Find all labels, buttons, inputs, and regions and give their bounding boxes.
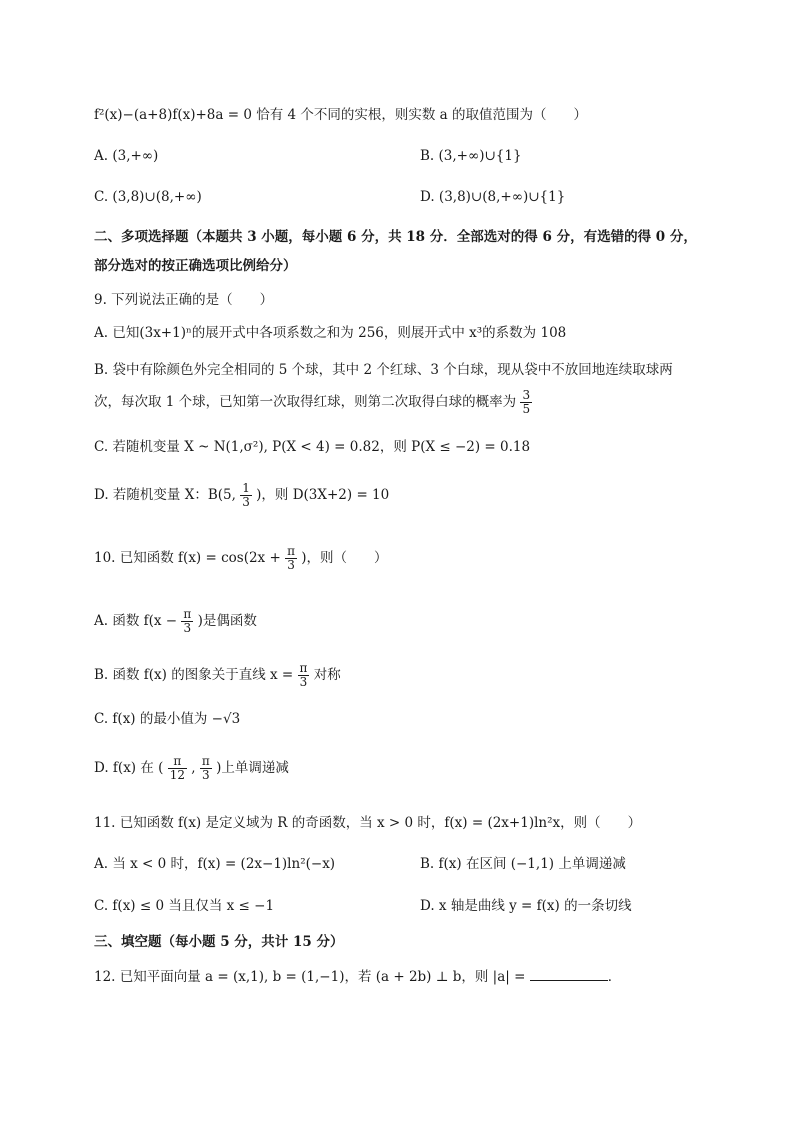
q9-option-b-line2 — [94, 389, 532, 416]
q11-stem: 11. 已知函数 f(x) 是定义域为 R 的奇函数，当 x > 0 时，f(x) = (2x+1)ln²x，则（ ） — [94, 815, 642, 831]
q8-option-c: C. (3,8)∪(8,+∞) — [94, 189, 202, 205]
binomial-p-fraction: $\frac{1}{3}$ — [242, 481, 250, 509]
probability-fraction: $\frac{3}{5}$ — [522, 388, 531, 416]
q10-option-a-prefix: A. 函数 f(x − — [94, 613, 178, 629]
q9-option-b-text: 次，每次取 1 个球，已知第一次取得红球，则第二次取得白球的概率为 — [94, 394, 517, 410]
section2-heading-line1: 二、多项选择题（本题共 3 小题，每小题 6 分，共 18 分．全部选对的得 6 分，有选错的得 0 分， — [94, 229, 697, 245]
q11-option-b: B. f(x) 在区间 (−1,1) 上单调递减 — [420, 856, 626, 872]
q10-option-b-prefix: B. 函数 f(x) 的图象关于直线 x = — [94, 667, 294, 683]
interval-right-fraction: $\frac{\pi}{3}$ — [201, 754, 210, 782]
q8-option-a: A. (3,+∞) — [94, 148, 159, 164]
q9-option-d — [94, 482, 389, 509]
q9-option-a: A. 已知(3x+1)ⁿ的展开式中各项系数之和为 256，则展开式中 x³的系数为 108 — [94, 325, 567, 341]
interval-comma: , — [191, 760, 196, 776]
q11-option-c: C. f(x) ≤ 0 当且仅当 x ≤ −1 — [94, 898, 275, 914]
q10-option-c: C. f(x) 的最小值为 −√3 — [94, 711, 241, 727]
q10-stem-suffix: )，则（ ） — [301, 550, 388, 566]
q10-option-a — [94, 608, 257, 635]
q10-option-d-prefix: D. f(x) 在 ( — [94, 760, 164, 776]
q10-option-b — [94, 662, 341, 689]
phase-fraction: $\frac{\pi}{3}$ — [287, 544, 295, 572]
q10-option-d — [94, 755, 289, 782]
q12-period: ． — [607, 969, 622, 985]
interval-left-fraction: $\frac{\pi}{12}$ — [169, 754, 185, 782]
q10-stem — [94, 545, 388, 572]
q10-option-b-suffix: 对称 — [313, 667, 341, 683]
q11-option-d: D. x 轴是曲线 y = f(x) 的一条切线 — [420, 898, 632, 914]
q8-option-d: D. (3,8)∪(8,+∞)∪{1} — [420, 189, 566, 205]
shift-fraction: $\frac{\pi}{3}$ — [183, 607, 192, 635]
axis-fraction: $\frac{\pi}{3}$ — [299, 661, 308, 689]
q9-option-d-suffix: )，则 D(3X+2) = 10 — [256, 487, 390, 503]
q10-option-a-suffix: )是偶函数 — [197, 613, 257, 629]
q9-option-c: C. 若随机变量 X ~ N(1,σ²), P(X < 4) = 0.82，则 P(X ≤ −2) = 0.18 — [94, 439, 531, 455]
q9-option-b-line1: B. 袋中有除颜色外完全相同的 5 个球，其中 2 个红球、3 个白球，现从袋中不放回地连续取球两 — [94, 362, 673, 378]
q10-option-d-suffix: )上单调递减 — [216, 760, 289, 776]
q8-option-b: B. (3,+∞)∪{1} — [420, 148, 522, 164]
q12-text: 12. 已知平面向量 a = (x,1), b = (1,−1)，若 (a + 2b) ⊥ b，则 |a| = — [94, 969, 526, 985]
q9-stem: 9. 下列说法正确的是（ ） — [94, 292, 274, 308]
section3-heading: 三、填空题（每小题 5 分，共计 15 分） — [94, 934, 344, 950]
q8-stem: f²(x)−(a+8)f(x)+8a = 0 恰有 4 个不同的实根，则实数 a 的取值范围为（ ） — [94, 107, 588, 123]
q12 — [94, 966, 621, 987]
section2-heading-line2: 部分选对的按正确选项比例给分） — [94, 258, 297, 274]
answer-blank[interactable] — [530, 966, 608, 981]
q11-option-a: A. 当 x < 0 时，f(x) = (2x−1)ln²(−x) — [94, 856, 336, 872]
q9-option-d-prefix: D. 若随机变量 X：B(5, — [94, 487, 236, 503]
q10-stem-prefix: 10. 已知函数 f(x) = cos(2x + — [94, 550, 281, 566]
